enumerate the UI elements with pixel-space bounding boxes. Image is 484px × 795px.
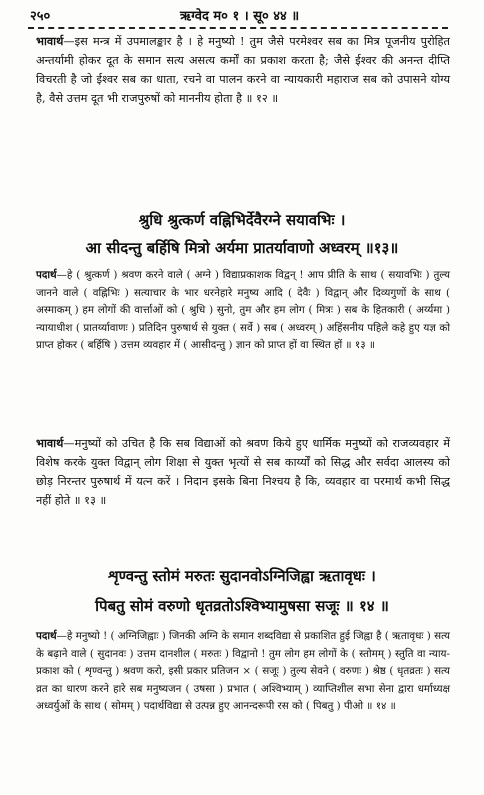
bhavartha-text: —इस मन्त्र में उपमालङ्कार है । हे मनुष्यो ! तुम जैसे परमेश्वर सब का मित्र पूजनीय पुरोहित अन्तर्यामी होकर दूत के समान सत्य असत्य कर्मों का प्रकाश करता है; जैसे ईश्वर की अनन्त दीप्ति विचरती है जो ईश्वर सब का धाता, रचने वा पालन करने वा न्यायकारी महाराज सब को उपासने योग्य है, वैसे उत्तम दूत भी राजपुरुषों को माननीय होता है ॥ १२ ॥ [36,35,450,105]
page-number: २५० [30,9,51,24]
verse-13-line-2: आ सीदन्तु बर्हिषि मित्रो अर्यमा प्रातर्यावाणो अध्वरम् ॥१३॥ [85,239,399,257]
padartha-text: —हे मनुष्यो ! ( अग्निजिह्वाः ) जिनकी अग्नि के समान शब्दविद्या से प्रकाशित हुई जिह्वा है ( ऋतावृधः ) सत्य के बढ़ाने वाले ( सुदानवः ) उत्तम दानशील ( मरुतः ) विद्वानो ! तुम लोग हम लोगों के ( स्तोमम् ) स्तुति वा न्याय-प्रकाश को ( शृण्वन्तु ) श्रवण करो, इसी प्रकार प्रतिजन × ( सजूः ) तुल्य सेवने ( वरुणः ) श्रेष्ठ ( धृतव्रतः ) सत्य व्रत का धारण करने हारे सब मनुष्यजन ( उषसा ) प्रभात ( अश्विभ्याम् ) व्याप्तिशील सभा सेना द्वारा धर्माध्यक्ष अध्वर्युओं के साथ ( सोमम् ) पदार्थविद्या से उत्पन्न हुए आनन्दरूपी रस को ( पिबतु ) पीओ ॥ १४ ॥ [36,630,450,713]
bhavartha-label: भावार्थ [36,34,64,48]
verse-13-line-1: श्रुधि श्रुत्कर्ण वह्निभिर्देवैरग्ने सयावभिः । [138,211,346,229]
bhavartha-text: —मनुष्यों को उचित है कि सब विद्याओं को श्रवण किये हुए धार्मिक मनुष्यों को राजव्यवहार में विशेष करके युक्त विद्वान् लोग शिक्षा से युक्त भृत्यों से सब कार्य्यों को सिद्ध और सर्वदा आलस्य को छोड़ निरन्तर पुरुषार्थ में यत्न करें । निदान इसके बिना निश्चय है कि, व्यवहार वा परमार्थ कभी सिद्ध नहीं होते ॥ १३ ॥ [36,437,450,507]
bhavartha-13 [36,434,450,511]
bhavartha-12 [36,32,450,109]
running-reference: ऋग्वेद म० १ । सू० ४४ ॥ [180,9,300,24]
verse-14-line-2: पिबतु सोमं वरुणो धृतव्रतोऽश्विभ्यामुषसा सजूः ॥ १४ ॥ [95,597,389,615]
page-header [30,6,454,26]
verse-14-line-1: शृण्वन्तु स्तोमं मरुतः सुदानवोऽग्निजिह्वा ऋतावृधः । [108,567,376,585]
padartha-13 [36,267,450,355]
padartha-label: पदार्थ [36,630,57,642]
padartha-label: पदार्थ [36,269,57,281]
bhavartha-label: भावार्थ [36,436,64,450]
padartha-text: —हे ( श्रुत्कर्ण ) श्रवण करने वाले ( अग्ने ) विद्याप्रकाशक विद्वन् ! आप प्रीति के साथ ( सयावभिः ) तुल्य जानने वाले ( वह्निभिः ) सत्याचार के भार धरनेहारे मनुष्य आदि ( देवैः ) विद्वान् और दिव्यगुणों के साथ ( अस्माकम् ) हम लोगों की वार्त्ताओं को ( श्रुधि ) सुनो, तुम और हम लोग ( मित्रः ) सब के हितकारी ( अर्य्यमा ) न्यायाधीश ( प्रातर्य्यावाणः ) प्रतिदिन पुरुषार्थ से युक्त ( सर्वे ) सब ( अध्वरम् ) अहिंसनीय पहिले कहे हुए यज्ञ को प्राप्त होकर ( बर्हिषि ) उत्तम व्यवहार में ( आसीदन्तु ) ज्ञान को प्राप्त हों वा स्थित हों ॥ १३ ॥ [36,269,451,352]
padartha-14 [36,628,450,716]
